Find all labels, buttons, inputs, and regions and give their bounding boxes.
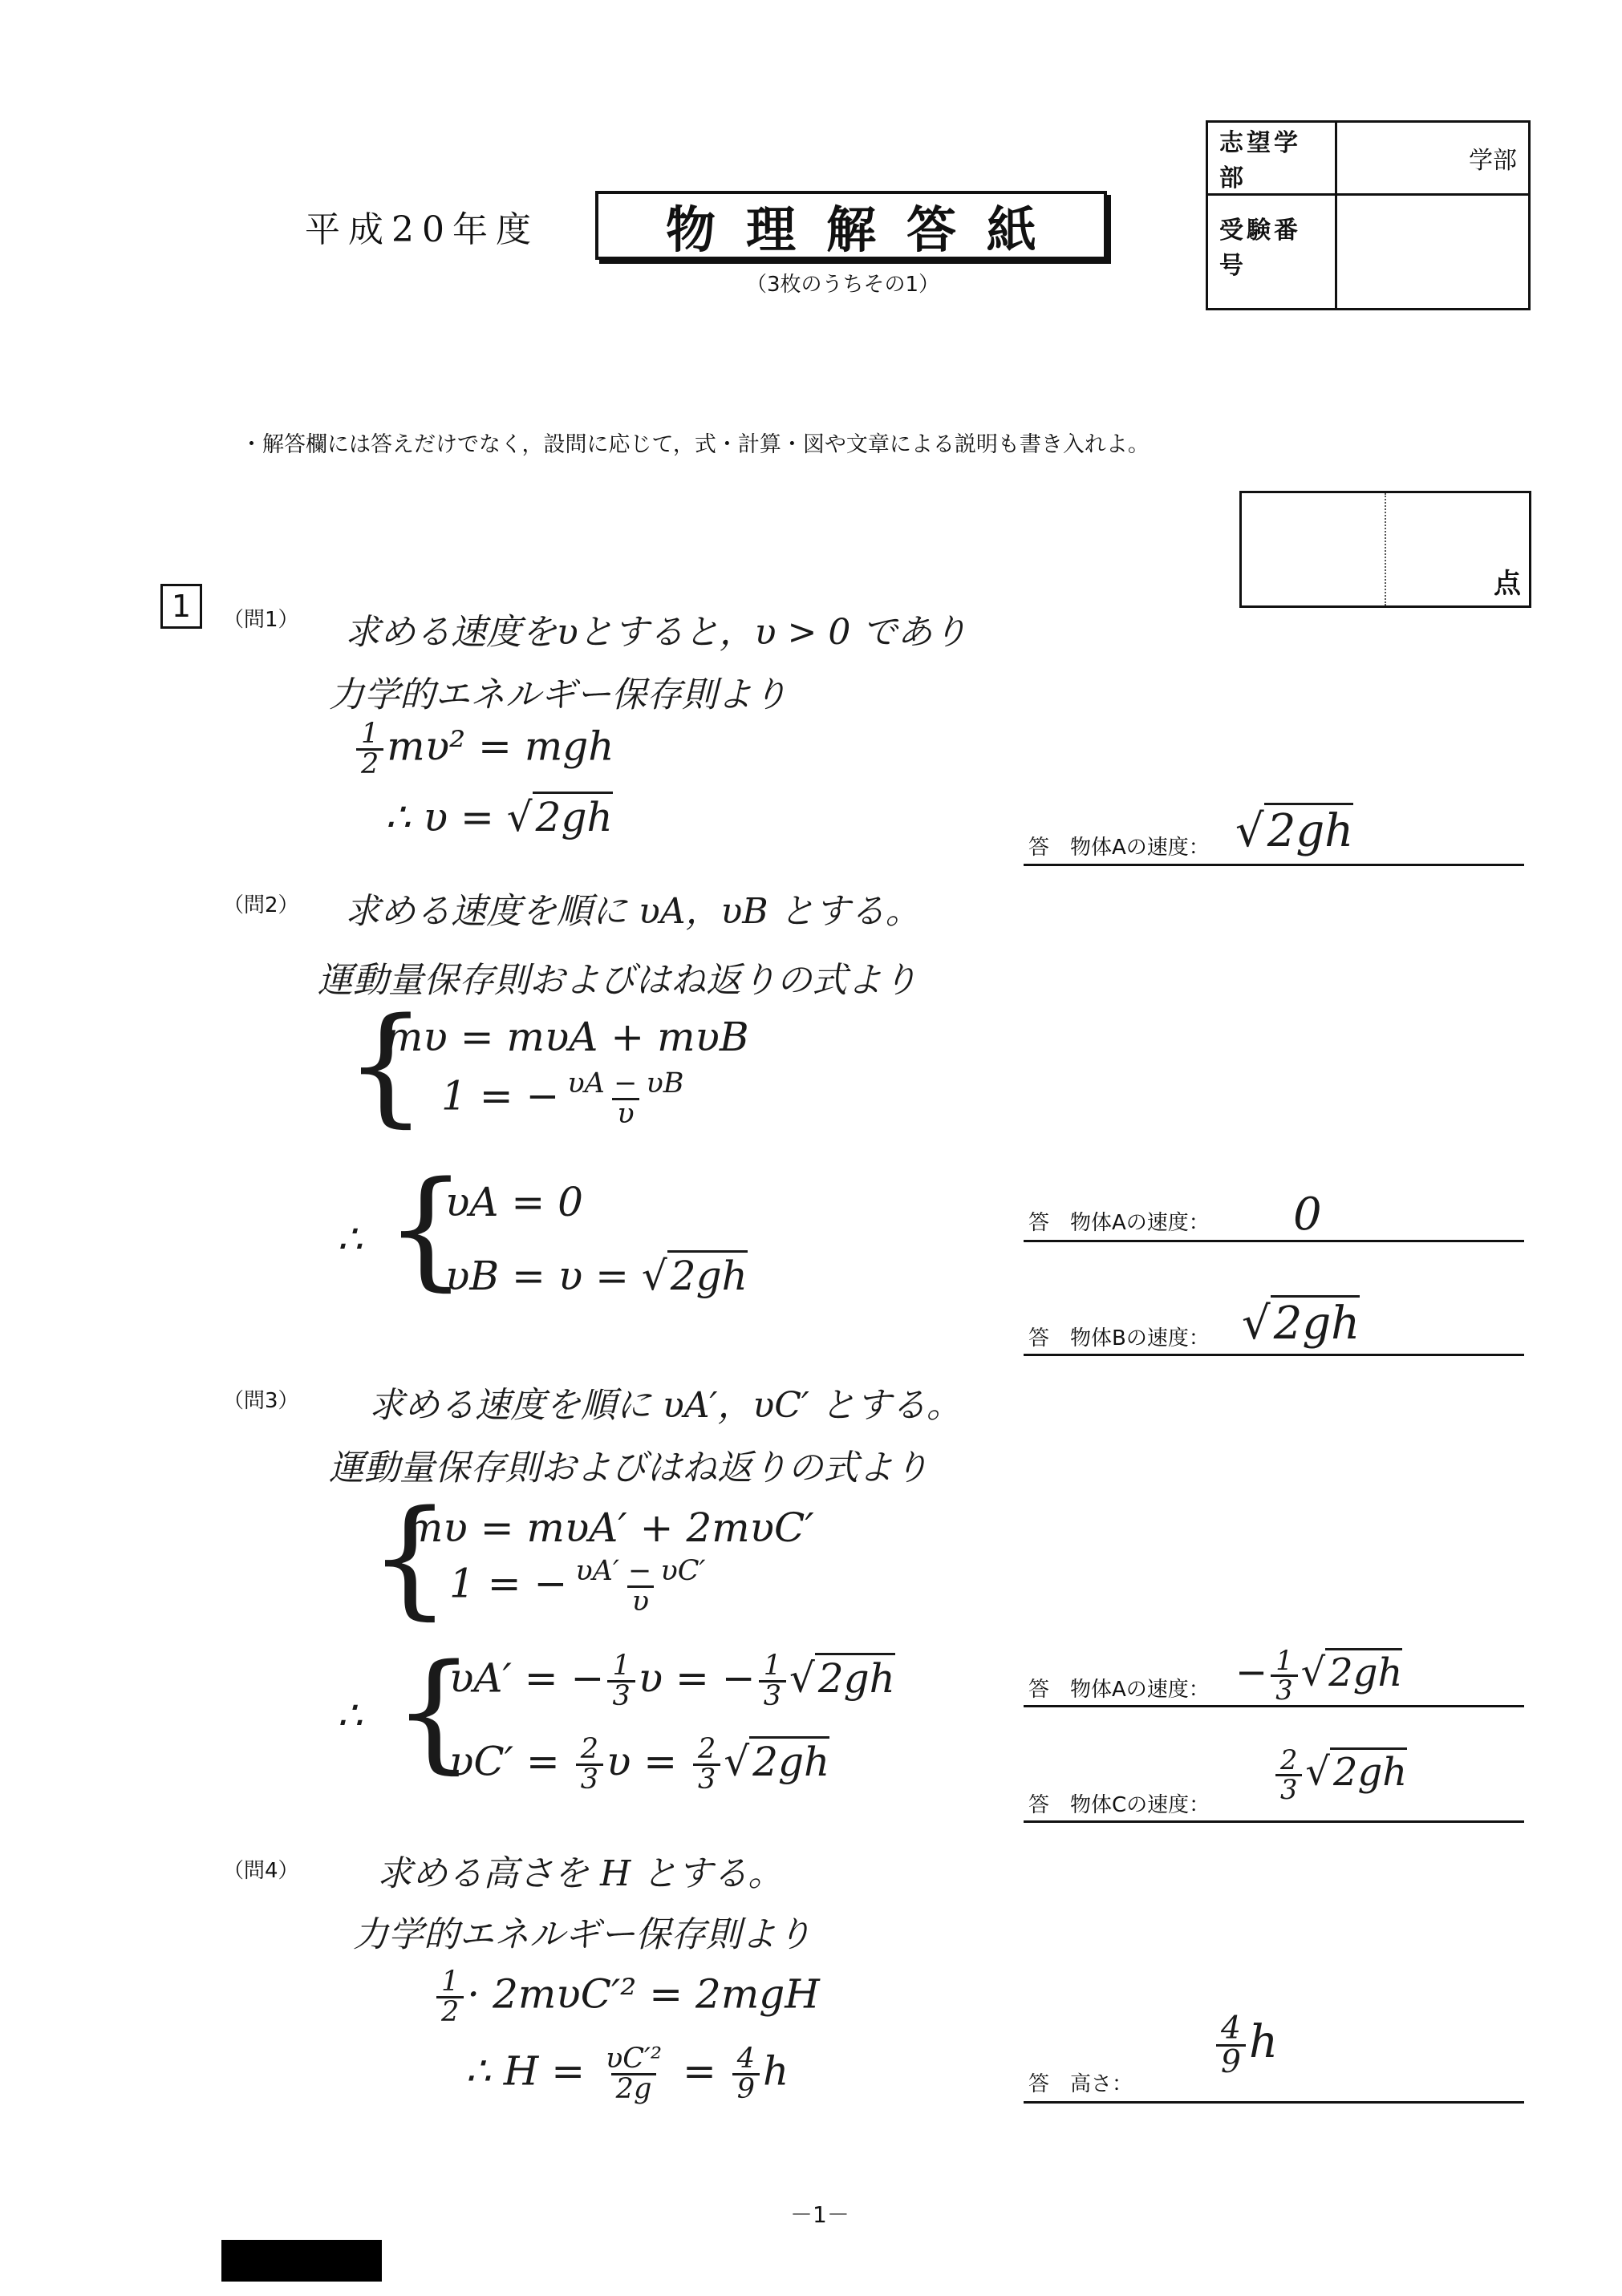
part3-line-1: 求める速度を順に υA′，υC′ とする。 — [369, 1385, 962, 1426]
part1-eq-1: $\frac{1}{2}$ mυ² = mgh — [353, 720, 614, 779]
instruction-text: ・解答欄には答えだけでなく，設問に応じて，式・計算・図や文章による説明も書き入れよ。 — [241, 432, 1150, 457]
part1-answer-value[interactable]: √2gh — [1235, 805, 1353, 857]
part2-answer-b-line — [1024, 1354, 1524, 1356]
part2-answer-b-value[interactable]: √2gh — [1242, 1298, 1360, 1350]
part-label-3: （問3） — [223, 1389, 299, 1413]
part1-answer-label: 答 物体Aの速度： — [1028, 836, 1210, 860]
part2-eq-1: mυ = mυA + mυB — [385, 1014, 749, 1060]
exam-number-label: 受験番号 — [1207, 195, 1336, 310]
fraction-restitution: $\frac{\upsilon A - \upsilon B}{\upsilon}$ — [567, 1067, 684, 1130]
part3-answer-c-line — [1024, 1820, 1524, 1823]
part-label-1: （問1） — [223, 608, 299, 632]
exam-year: 平成20年度 — [305, 209, 539, 250]
part2-line-1: 求める速度を順に υA，υB とする。 — [345, 891, 921, 932]
part1-line-1: 求める速度をυとすると，υ > 0 であり — [345, 612, 968, 653]
part3-answer-a-label: 答 物体Aの速度： — [1028, 1678, 1210, 1702]
part2-eq-2: 1 = − $\frac{\upsilon A - \upsilon B}{\upsilon}$ — [441, 1070, 692, 1128]
score-box — [1239, 491, 1531, 608]
part2-line-2: 運動量保存則およびはね返りの式より — [318, 960, 918, 1001]
brace-left: { — [385, 1153, 467, 1303]
part4-eq-2: ∴ H = $\frac{\text{υC′²}}{2g}$ = $\frac{4}{9}$ h — [465, 2043, 789, 2105]
page-number: －1－ — [790, 2201, 850, 2228]
faculty-field[interactable] — [1336, 122, 1530, 195]
brace-left: { — [393, 1636, 475, 1786]
exam-number-field[interactable] — [1336, 195, 1530, 310]
redaction-block — [221, 2240, 382, 2282]
part3-answer-a-line — [1024, 1705, 1524, 1707]
part3-line-2: 運動量保存則およびはね返りの式より — [329, 1448, 929, 1488]
therefore-symbol: ∴ — [337, 1216, 363, 1262]
sheet-note: （3枚のうちその1） — [746, 273, 940, 297]
part2-answer-a-label: 答 物体Aの速度： — [1028, 1211, 1210, 1235]
part3-eq-1: mυ = mυA′ + 2mυC′ — [405, 1504, 814, 1551]
part1-line-2: 力学的エネルギー保存則より — [329, 674, 788, 715]
therefore-symbol: ∴ — [337, 1692, 363, 1739]
part2-answer-b-label: 答 物体Bの速度： — [1028, 1326, 1210, 1350]
sqrt-symbol: √ — [506, 794, 533, 840]
part4-answer-line — [1024, 2101, 1524, 2104]
part3-eq-3: υA′ = − $\frac{1}{3}$ υ = − $\frac{1}{3}$ √2gh — [449, 1650, 895, 1712]
part1-eq-2: ∴ υ = √2gh — [385, 794, 613, 840]
brace-left: { — [369, 1482, 451, 1632]
part4-eq-1: $\frac{1}{2}$ · 2mυC′² = 2mgH — [433, 1968, 820, 2027]
question-number: 1 — [160, 584, 202, 629]
part-label-4: （問4） — [223, 1859, 299, 1883]
part3-answer-c-label: 答 物体Cの速度： — [1028, 1793, 1210, 1817]
part2-eq-3: υA = 0 — [445, 1179, 583, 1225]
part2-answer-a-value[interactable]: 0 — [1293, 1188, 1322, 1241]
score-unit: 点 — [1494, 568, 1521, 600]
faculty-label: 志望学部 — [1207, 122, 1336, 195]
part2-eq-4: υB = υ = √2gh — [445, 1253, 748, 1299]
fraction-restitution: $\frac{\upsilon A' - \upsilon C'}{\upsilon}$ — [575, 1555, 706, 1618]
title-box — [595, 191, 1107, 260]
part4-answer-label: 答 高さ： — [1028, 2072, 1133, 2096]
part3-eq-4: υC′ = $\frac{2}{3}$ υ = $\frac{2}{3}$ √2gh — [449, 1733, 830, 1796]
page-title: 物理解答紙 — [665, 200, 1067, 259]
applicant-info-table — [1206, 120, 1531, 310]
part-label-2: （問2） — [223, 893, 299, 917]
part1-answer-line — [1024, 864, 1524, 866]
brace-left: { — [345, 990, 427, 1140]
part3-eq-2: 1 = − $\frac{\upsilon A' - \upsilon C'}{\upsilon}$ — [449, 1557, 713, 1616]
part4-answer-value[interactable]: $\frac{4}{9}$ h — [1213, 2013, 1278, 2078]
part4-line-1: 求める高さを H とする。 — [377, 1853, 784, 1894]
faculty-suffix: 学部 — [1469, 147, 1517, 175]
part3-answer-a-value[interactable]: − $\frac{1}{3}$ √2gh — [1235, 1645, 1403, 1706]
part4-line-2: 力学的エネルギー保存則より — [353, 1914, 812, 1955]
part2-answer-a-line — [1024, 1240, 1524, 1242]
score-divider — [1385, 493, 1386, 605]
part3-answer-c-value[interactable]: $\frac{2}{3}$ √2gh — [1272, 1747, 1407, 1803]
fraction-half: $\frac{1}{2}$ — [356, 720, 383, 779]
